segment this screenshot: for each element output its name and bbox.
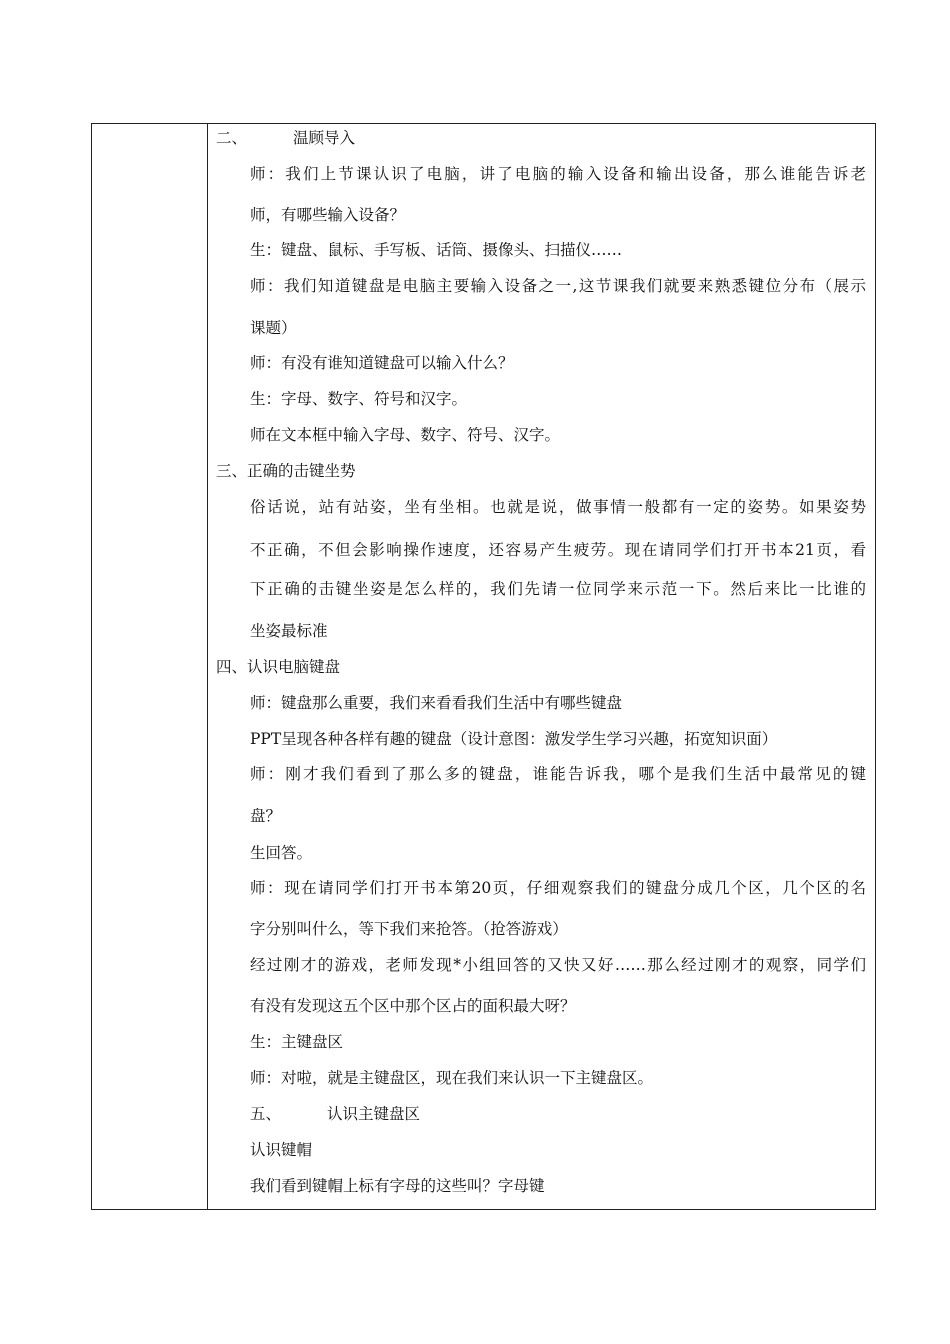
paragraph-line: 字分别叫什么，等下我们来抢答。（抢答游戏） [250, 920, 568, 938]
paragraph-line: 生：键盘、鼠标、手写板、话筒、摄像头、扫描仪…… [250, 241, 623, 259]
section-3-heading: 三、正确的击键坐势 [216, 462, 356, 480]
section-2-title: 温顾导入 [293, 129, 356, 147]
paragraph-line: 师在文本框中输入字母、数字、符号、汉字。 [250, 426, 561, 444]
section-5-heading [250, 1104, 420, 1124]
paragraph-line: 课题） [250, 319, 297, 337]
section-5-number: 五、 [250, 1105, 282, 1123]
paragraph-line: 经过刚才的游戏，老师发现*小组回答的又快又好……那么经过刚才的观察，同学们 [250, 956, 866, 974]
section-2-heading [216, 128, 355, 148]
section-2-number: 二、 [216, 129, 248, 147]
paragraph-line: 师：键盘那么重要，我们来看看我们生活中有哪些键盘 [250, 694, 623, 712]
paragraph-line: 认识键帽 [250, 1141, 313, 1159]
paragraph-line: 下正确的击键坐姿是怎么样的，我们先请一位同学来示范一下。然后来比一比谁的 [250, 580, 866, 598]
paragraph-line: 师：我们知道键盘是电脑主要输入设备之一,这节课我们就要来熟悉键位分布（展示 [250, 277, 866, 295]
paragraph-line: 师，有哪些输入设备？ [250, 206, 406, 224]
paragraph-line: 坐姿最标准 [250, 622, 328, 640]
paragraph-line: PPT呈现各种各样有趣的键盘（设计意图：激发学生学习兴趣，拓宽知识面） [250, 730, 778, 748]
column-divider [207, 124, 208, 1209]
paragraph-line: 俗话说，站有站姿，坐有坐相。也就是说，做事情一般都有一定的姿势。如果姿势 [250, 498, 866, 516]
paragraph-line: 盘？ [250, 807, 282, 825]
section-4-heading: 四、认识电脑键盘 [216, 658, 341, 676]
section-5-title: 认识主键盘区 [327, 1105, 421, 1123]
paragraph-line: 师：对啦，就是主键盘区，现在我们来认识一下主键盘区。 [250, 1069, 654, 1087]
paragraph-line: 不正确，不但会影响操作速度，还容易产生疲劳。现在请同学们打开书本21页，看 [250, 541, 866, 559]
paragraph-line: 师：有没有谁知道键盘可以输入什么？ [250, 354, 514, 372]
paragraph-line: 生：主键盘区 [250, 1033, 344, 1051]
paragraph-line: 生：字母、数字、符号和汉字。 [250, 390, 468, 408]
paragraph-line: 有没有发现这五个区中那个区占的面积最大呀？ [250, 997, 576, 1015]
paragraph-line: 我们看到键帽上标有字母的这些叫？字母键 [250, 1177, 545, 1195]
paragraph-line: 师：刚才我们看到了那么多的键盘，谁能告诉我，哪个是我们生活中最常见的键 [250, 765, 866, 783]
paragraph-line: 生回答。 [250, 844, 313, 862]
paragraph-line: 师：现在请同学们打开书本第20页，仔细观察我们的键盘分成几个区，几个区的名 [250, 879, 866, 897]
paragraph-line: 师：我们上节课认识了电脑，讲了电脑的输入设备和输出设备，那么谁能告诉老 [250, 165, 866, 183]
